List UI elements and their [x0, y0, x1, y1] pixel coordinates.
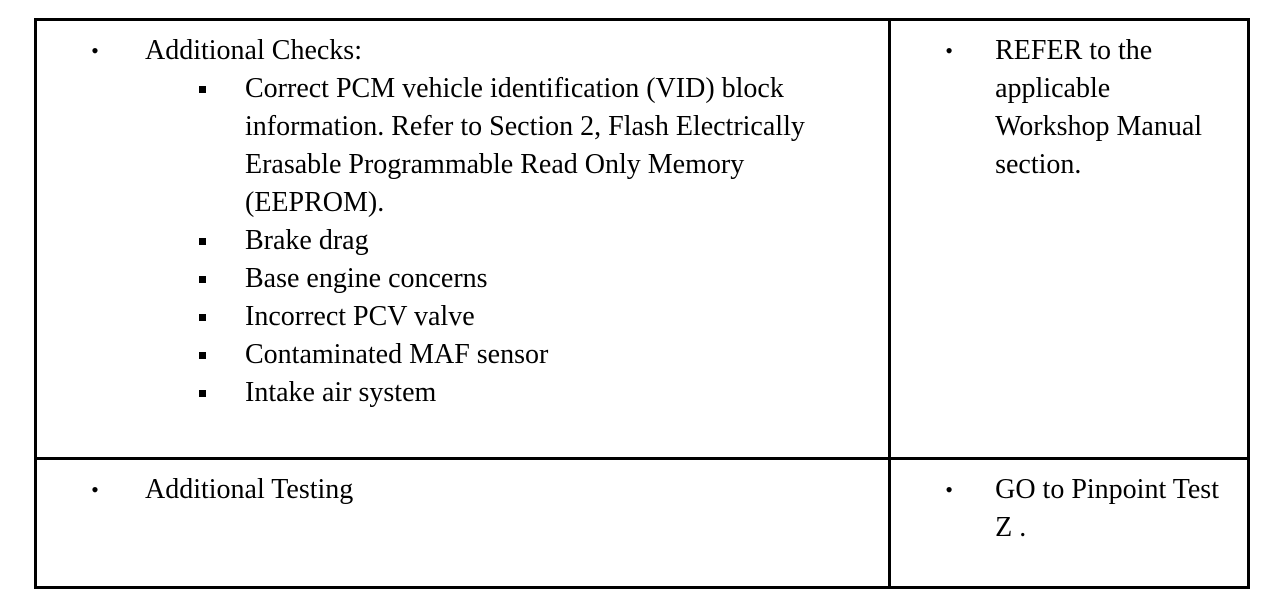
table-row [36, 20, 1249, 459]
sub-list-item [37, 70, 888, 222]
square-bullet-icon [197, 298, 207, 336]
sub-item-text: Correct PCM vehicle identification (VID) block information. Refer to Section 2, Flash Electrically Erasable Programmable Read Only Memory (EEPROM). [245, 73, 805, 218]
sub-list-item [37, 374, 888, 412]
square-bullet-icon [197, 260, 207, 298]
sub-item-text: Base engine concerns [245, 263, 488, 294]
action-text: REFER to the applicable Workshop Manual section. [995, 35, 1203, 180]
table-row [36, 459, 1249, 588]
sub-list-item [37, 260, 888, 298]
bullet-icon: • [91, 477, 99, 502]
sub-list-item [37, 336, 888, 374]
action-cell [890, 20, 1249, 459]
bullet-icon: • [91, 38, 99, 63]
action-text: GO to Pinpoint Test Z . [995, 474, 1219, 543]
sub-item-text: Contaminated MAF sensor [245, 339, 549, 370]
section-heading: Additional Checks: [145, 35, 362, 66]
sub-list-item [37, 298, 888, 336]
sub-list [37, 70, 888, 412]
sub-item-text: Brake drag [245, 225, 369, 256]
sub-item-text: Intake air system [245, 377, 437, 408]
bullet-icon: • [945, 38, 953, 63]
bullet-icon: • [945, 477, 953, 502]
list-item [891, 32, 1247, 184]
section-heading: Additional Testing [145, 474, 354, 505]
list-item [891, 471, 1247, 547]
square-bullet-icon [197, 336, 207, 374]
square-bullet-icon [197, 70, 207, 108]
action-cell [890, 459, 1249, 588]
square-bullet-icon [197, 222, 207, 260]
sub-list-item [37, 222, 888, 260]
sub-item-text: Incorrect PCV valve [245, 301, 475, 332]
diagnostic-table [34, 18, 1250, 589]
list-item [37, 471, 888, 509]
condition-cell [36, 20, 890, 459]
condition-cell [36, 459, 890, 588]
square-bullet-icon [197, 374, 207, 412]
list-item [37, 32, 888, 70]
